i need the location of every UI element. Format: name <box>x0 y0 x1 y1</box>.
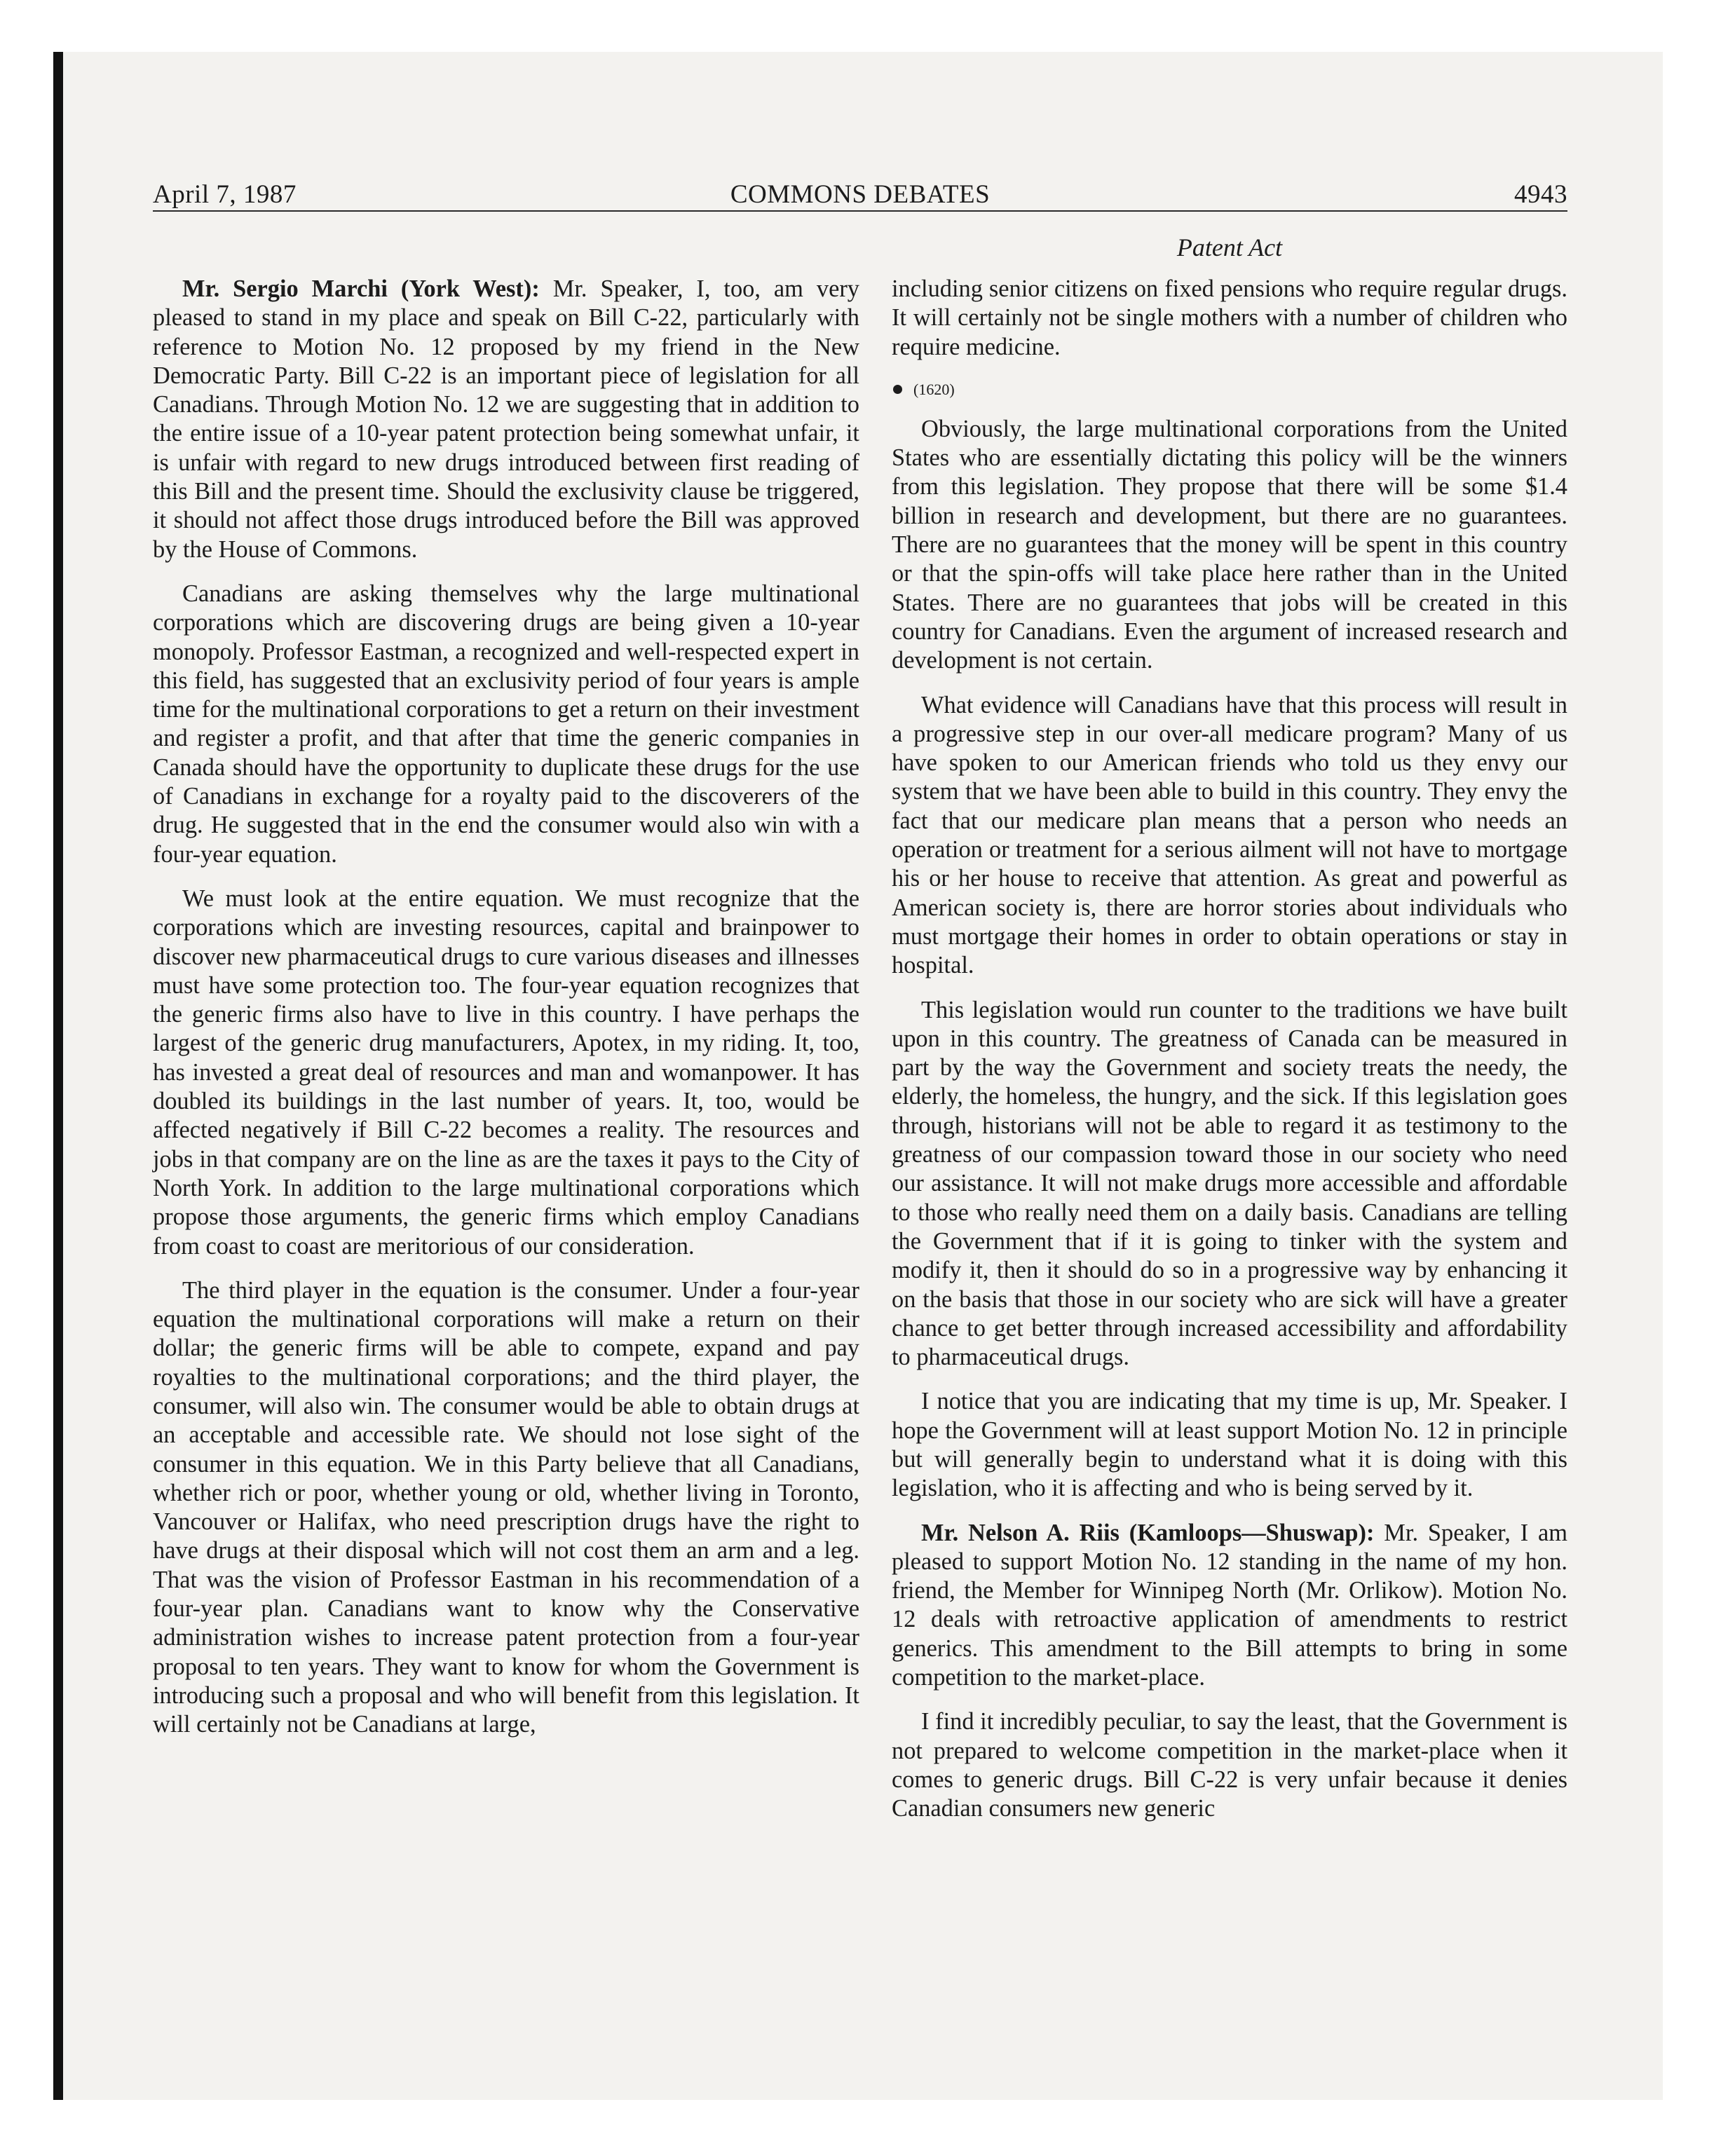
header-rule <box>153 210 1567 212</box>
paragraph-continuation: including senior citizens on fixed pensions who require regular drugs. It will certainly not be single mothers with a number of children who require medicine. <box>892 275 1567 360</box>
paragraph: What evidence will Canadians have that this process will result in a progressive step in our over-all medicare program? Many of us have spoken to our American friends who told us they envy our system that we have been able to build in this country. They envy the fact that our medicare plan means that a person who needs an operation or treatment for a serious ailment will not have to mortgage his or her house to receive that attention. As great and powerful as American society is, there are horror stories about individuals who must mortgage their homes in order to obtain operations or stay in hospital. <box>892 691 1567 979</box>
header-publication: COMMONS DEBATES <box>730 180 991 209</box>
time-marker-text: (1620) <box>913 380 955 398</box>
paragraph-text: Mr. Speaker, I, too, am very pleased to stand in my place and speak on Bill C-22, particularly with reference to Motion No. 12 proposed by my friend in the New Democratic Party. Bill C-22 is an important piece of legislation for all Canadians. Through Motion No. 12 we are suggesting that in addition to the entire issue of a 10-year patent protection being somewhat unfair, it is unfair with regard to new drugs introduced between first reading of this Bill and the present time. Should the exclusivity clause be triggered, it should not affect those drugs introduced before the Bill was approved by the House of Commons. <box>153 275 859 563</box>
left-column <box>153 275 859 1755</box>
paragraph: Obviously, the large multinational corporations from the United States who are essentially dictating this policy will be the winners from this legislation. They propose that there will be some $1.4 billion in research and development, but there are no guarantees. There are no guarantees that the money will be spent in this country or that the spin-offs will take place here rather than in the United States. There are no guarantees that jobs will be created in this country for Canadians. Even the argument of increased research and development is not certain. <box>892 415 1567 674</box>
binding-edge <box>53 52 63 2100</box>
paragraph <box>153 275 859 564</box>
bullet-icon <box>893 385 902 394</box>
speaker-name: Mr. Nelson A. Riis (Kamloops—Shuswap): <box>921 1519 1375 1546</box>
section-title: Patent Act <box>1176 233 1283 261</box>
running-header <box>153 179 1567 210</box>
header-date: April 7, 1987 <box>153 180 297 209</box>
paragraph: We must look at the entire equation. We must recognize that the corporations which are investing resources, capital and brainpower to discover new pharmaceutical drugs to cure various diseases and illnesses must have some protection too. The four-year equation recognizes that the generic firms also have to live in this country. I have perhaps the largest of the generic drug manufacturers, Apotex, in my riding. It, too, has invested a great deal of resources and man and womanpower. It has doubled its buildings in the last number of years. It, too, would be affected negatively if Bill C-22 becomes a reality. The resources and jobs in that company are on the line as are the taxes it pays to the City of North York. In addition to the large multinational corporations which propose those arguments, the generic firms which employ Canadians from coast to coast are meritorious of our consideration. <box>153 885 859 1260</box>
page-number: 4943 <box>1514 180 1567 209</box>
paragraph: The third player in the equation is the consumer. Under a four-year equation the multinational corporations will make a return on their dollar; the generic firms will be able to compete, expand and pay royalties to the multinational corporations; and the third player, the consumer, will also win. The consumer would be able to obtain drugs at an acceptable and accessible rate. We should not lose sight of the consumer in this equation. We in this Party believe that all Canadians, whether rich or poor, whether young or old, whether living in Toronto, Vancouver or Halifax, who need prescription drugs have the right to have drugs at their disposal which will not cost them an arm and a leg. That was the vision of Professor Eastman in his recommendation of a four-year plan. Canadians want to know why the Conservative administration wishes to increase patent protection from a four-year proposal to ten years. They want to know for whom the Government is introducing such a proposal and who will benefit from this legislation. It will certainly not be Canadians at large, <box>153 1276 859 1738</box>
time-marker <box>892 377 1567 402</box>
paragraph: This legislation would run counter to the traditions we have built upon in this country. The greatness of Canada can be measured in part by the way the Government and society treats the needy, the elderly, the homeless, the hungry, and the sick. If this legislation goes through, historians will not be able to regard it as testimony to the greatness of our compassion toward those in our society who need our assistance. It will not make drugs more accessible and affordable to those who really need them on a daily basis. Canadians are telling the Government that if it is going to tinker with the system and modify it, then it should do so in a progressive way by enhancing it on the basis that those in our society who are sick will have a greater chance to get better through increased accessibility and affordability to pharmaceutical drugs. <box>892 996 1567 1371</box>
speaker-name: Mr. Sergio Marchi (York West): <box>182 275 540 302</box>
paragraph <box>892 1519 1567 1693</box>
paragraph: Canadians are asking themselves why the large multinational corporations which are discovering drugs are being given a 10-year monopoly. Professor Eastman, a recognized and well-respected expert in this field, has suggested that an exclusivity period of four years is ample time for the multinational corporations to get a return on their investment and register a profit, and that after that time the generic companies in Canada should have the opportunity to duplicate these drugs for the use of Canadians in exchange for a royalty paid to the discoverers of the drug. He suggested that in the end the consumer would also win with a four-year equation. <box>153 580 859 868</box>
paragraph-text: Mr. Speaker, I am pleased to support Motion No. 12 standing in the name of my hon. friend, the Member for Winnipeg North (Mr. Orlikow). Motion No. 12 deals with retroactive application of amendments to restrict generics. This amendment to the Bill attempts to bring in some competition to the market-place. <box>892 1519 1568 1691</box>
right-column <box>892 275 1567 1839</box>
paragraph: I notice that you are indicating that my time is up, Mr. Speaker. I hope the Government will at least support Motion No. 12 in principle but will generally begin to understand what it is doing with this legislation, who it is affecting and who is being served by it. <box>892 1388 1567 1502</box>
paragraph: I find it incredibly peculiar, to say the least, that the Government is not prepared to welcome competition in the market-place when it comes to generic drugs. Bill C-22 is very unfair because it denies Canadian consumers new generic <box>892 1708 1567 1822</box>
